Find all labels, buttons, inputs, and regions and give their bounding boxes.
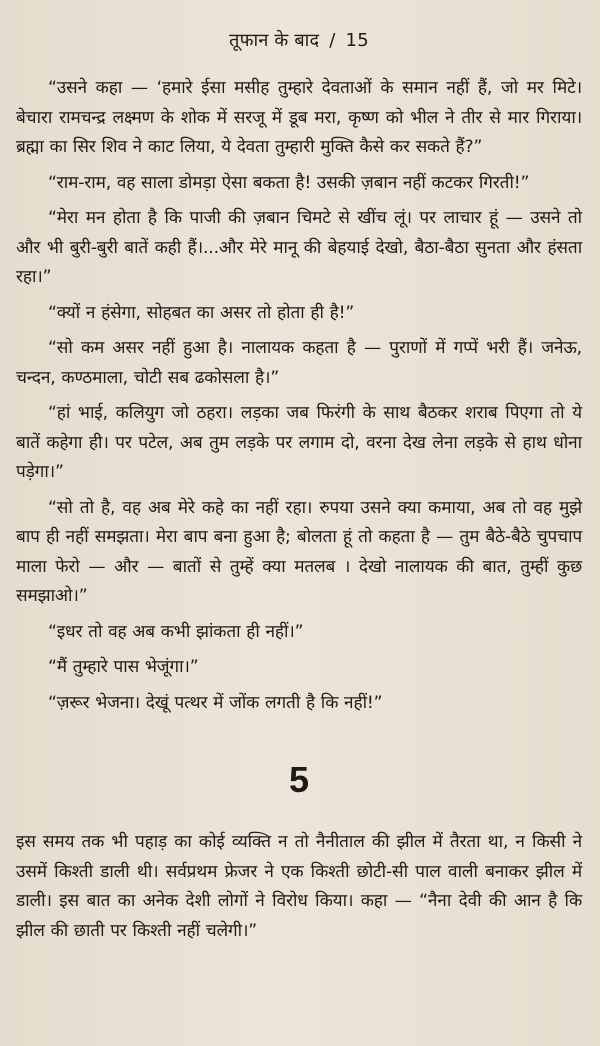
paragraph: “सो तो है, वह अब मेरे कहे का नहीं रहा। रुपया उसने क्या कमाया, अब तो वह मुझे बाप ही नहीं समझता। मेरा बाप बना हुआ है; बोलता हूं तो कहता है — तुम बैठे-बैठे चुपचाप माला फेरो — और — बातों से तुम्हें क्या मतलब । देखो नालायक की बात, तुम्हीं कुछ समझाओ।” xyxy=(16,497,582,606)
paragraph: “ज़रूर भेजना। देखूं पत्थर में जोंक लगती है कि नहीं!” xyxy=(48,692,383,713)
dialogue-section xyxy=(16,74,582,718)
paragraph: “हां भाई, कलियुग जो ठहरा। लड़का जब फिरंगी के साथ बैठकर शराब पिएगा तो ये बातें कहेगा ही। पर पटेल, अब तुम लड़के पर लगाम दो, वरना देख लेना लड़के से हाथ धोना पड़ेगा।” xyxy=(16,403,582,482)
header-separator: / xyxy=(329,30,336,51)
paragraph: “इधर तो वह अब कभी झांकता ही नहीं।” xyxy=(48,621,304,642)
paragraph: “राम-राम, वह साला डोमड़ा ऐसा बकता है! उसकी ज़बान नहीं कटकर गिरती!” xyxy=(48,172,530,193)
paragraph: “मेरा मन होता है कि पाजी की ज़बान चिमटे से खींच लूं। पर लाचार हूं — उसने तो और भी बुरी-बुरी बातें कही हैं।...और मेरे मानू की बेहयाई देखो, बैठा-बैठा सुनता और हंसता रहा।” xyxy=(16,208,582,287)
chapter-paragraph: इस समय तक भी पहाड़ का कोई व्यक्ति न तो नैनीताल की झील में तैरता था, न किसी ने उसमें किश्ती डाली थी। सर्वप्रथम फ्रेजर ने एक किश्ती छोटी-सी पाल वाली बनाकर झील में डाली। इस बात का अनेक देशी लोगों ने विरोध किया। कहा — “नैना देवी की आन है कि झील की छाती पर किश्ती नहीं चलेगी।” xyxy=(16,832,582,941)
running-header xyxy=(16,28,582,54)
chapter-heading: 5 xyxy=(288,759,310,800)
paragraph: “सो कम असर नहीं हुआ है। नालायक कहता है — पुराणों में गप्पें भरी हैं। जनेऊ, चन्दन, कण्ठमाला, चोटी सब ढकोसला है।” xyxy=(16,338,582,388)
paragraph: “मैं तुम्हारे पास भेजूंगा।” xyxy=(48,657,199,677)
paragraph: “उसने कहा — ‘हमारे ईसा मसीह तुम्हारे देवताओं के समान नहीं हैं, जो मर मिटे। बेचारा रामचन्द्र लक्ष्मण के शोक में सरजू में डूब मरा, कृष्ण को भील ने तीर से मार गिराया। ब्रह्मा का सिर शिव ने काट लिया, ये देवता तुम्हारी मुक्ति कैसे कर सकते हैं?” xyxy=(16,78,582,157)
page-number: 15 xyxy=(345,30,369,51)
paragraph: “क्यों न हंसेगा, सोहबत का असर तो होता ही है!” xyxy=(48,302,355,323)
book-title: तूफान के बाद xyxy=(229,30,320,51)
